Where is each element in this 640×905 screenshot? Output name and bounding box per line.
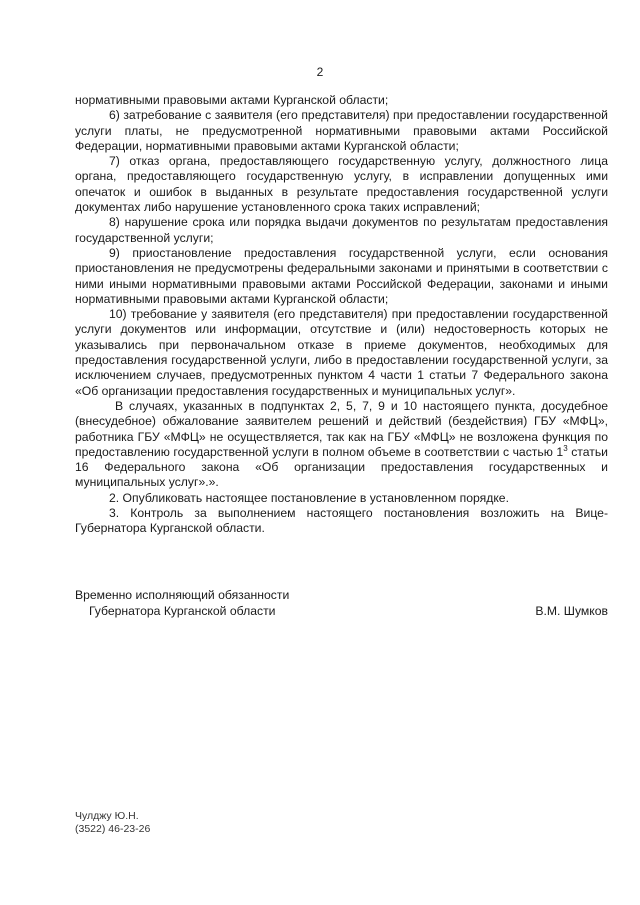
paragraph-continuation: нормативными правовыми актами Курганской области;: [75, 93, 389, 107]
paragraph-exceptions-text: В случаях, указанных в подпунктах 2, 5, 7, 9 и 10 настоящего пункта, досудебное (внесудебное) обжалование заявителем решений и действий (бездействия) ГБУ «МФЦ», работника ГБУ «МФЦ» не осуществляется, так как на ГБУ «МФЦ» не возложена функция по предоставлению государственной услуги в полном объеме в соответствии с частью 1: [75, 398, 608, 459]
paragraph-exceptions: [75, 399, 608, 491]
executor-name: Чулджу Ю.Н.: [75, 810, 139, 822]
executor-phone: (3522) 46-23-26: [75, 823, 151, 835]
signatory-title-line2: Губернатора Курганской области: [89, 604, 276, 618]
paragraph-item-10: 10) требование у заявителя (его представителя) при предоставлении государственной услуги документов или информации, отсутствие и (или) недостоверность которых не указывались при первоначальном отказе в приеме документов, необходимых для предоставления государственной услуги, либо в предоставлении государственной услуги, за исключением случаев, предусмотренных пунктом 4 части 1 статьи 7 Федерального закона «Об организации предоставления государственных и муниципальных услуг».: [75, 307, 608, 398]
paragraph-item-6: 6) затребование с заявителя (его представителя) при предоставлении государственной услуги платы, не предусмотренной нормативными правовыми актами Российской Федерации, нормативными правовыми актами Курганской области;: [75, 108, 608, 153]
superscript-part-number: 3: [563, 443, 568, 453]
paragraph-publish: 2. Опубликовать настоящее постановление в установленном порядке.: [109, 490, 509, 505]
paragraph-item-8: 8) нарушение срока или порядка выдачи документов по результатам предоставления государственной услуги;: [75, 215, 608, 245]
signature-block: [75, 587, 608, 619]
paragraph-control: 3. Контроль за выполнением настоящего постановления возложить на Вице-Губернатора Курганской области.: [75, 506, 608, 536]
page-number: 2: [316, 65, 324, 79]
paragraph-item-7: 7) отказ органа, предоставляющего государственную услугу, должностного лица органа, предоставляющего государственную услугу, в исправлении допущенных ими опечаток и ошибок в выданных в результате предоставления государственной услуги документах либо нарушение установленного срока таких исправлений;: [75, 154, 608, 215]
executor-info: [75, 810, 150, 836]
paragraph-item-9: 9) приостановление предоставления государственной услуги, если основания приостановления не предусмотрены федеральными законами и принятыми в соответствии с ними иными нормативными правовыми актами Российской Федерации, законами и иными нормативными правовыми актами Курганской области;: [75, 245, 608, 306]
paragraph-exceptions-text-end: статьи 16 Федерального закона «Об организации предоставления государственных и муниципальных услуг».».: [75, 444, 608, 490]
signatory-title-line1: Временно исполняющий обязанности: [75, 588, 290, 602]
signatory-name: В.М. Шумков: [535, 604, 608, 618]
document-body: [75, 93, 608, 537]
